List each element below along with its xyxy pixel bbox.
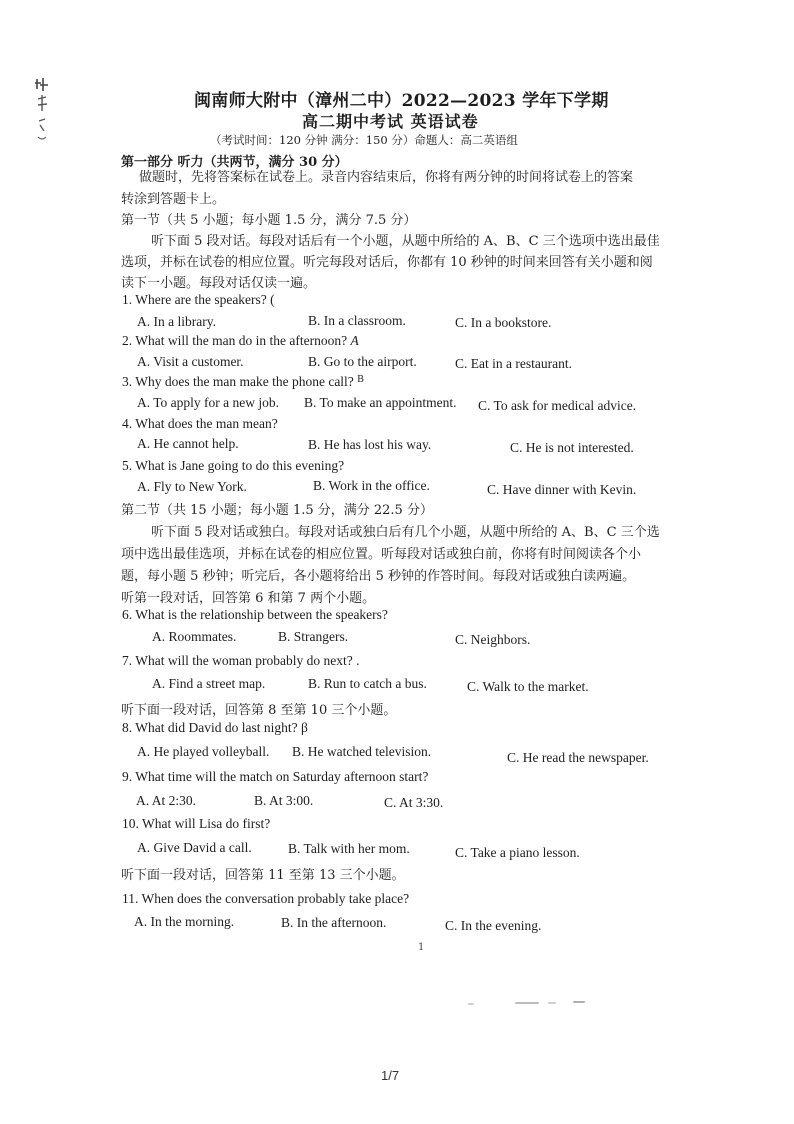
option-b: B. In the afternoon. [281,915,387,930]
part1-intro-line2: 转涂到答题卡上。 [121,192,226,207]
option-c: C. To ask for medical advice. [478,398,637,413]
page-number: 1/7 [381,1068,400,1083]
exam-subtitle: 高二期中考试 英语试卷 [302,112,479,131]
handwritten-note: . [356,653,360,668]
option-c: C. Take a piano lesson. [455,845,580,860]
option-a: A. In a library. [137,314,216,329]
question-stem: 8. What did David do last night? β [122,720,308,735]
option-c: C. Have dinner with Kevin. [487,482,637,497]
option-a: A. Visit a customer. [137,354,244,369]
handwritten-note: B [357,374,364,385]
option-a: A. To apply for a new job. [137,395,280,410]
section1-instr-line2: 选项，并标在试卷的相应位置。听完每段对话后，你都有 10 秒钟的时间来回答有关小题和阅 [121,255,653,270]
option-a: A. Find a street map. [152,676,266,691]
question-stem: 10. What will Lisa do first? [122,816,271,831]
question-stem: 2. What will the man do in the afternoon? A [122,333,359,348]
option-a: A. In the morning. [134,914,235,929]
section2-instr-line2: 项中选出最佳选项，并标在试卷的相应位置。听每段对话或独白前，你将有时间阅读各个小 [121,547,642,562]
option-c: C. Walk to the market. [467,679,589,694]
option-c: C. In the evening. [445,918,542,933]
section2-cue3: 听下面一段对话，回答第 11 至第 13 三个小题。 [121,868,405,883]
question-stem: 6. What is the relationship between the speakers? [122,607,388,622]
option-a: A. Give David a call. [137,840,252,855]
section2-instr-line1: 听下面 5 段对话或独白。每段对话或独白后有几个小题，从题中所给的 A、B、C 三个选 [151,525,660,540]
option-b: B. At 3:00. [254,793,314,808]
exam-meta: （考试时间：120 分钟 满分：150 分）命题人：高二英语组 [210,133,518,147]
option-c: C. Eat in a restaurant. [455,356,572,371]
handwritten-note: ( [270,292,275,307]
scan-smudge [515,1002,539,1004]
scan-smudge [548,1002,556,1004]
question-stem: 9. What time will the match on Saturday afternoon start? [122,769,429,784]
option-a: A. He cannot help. [137,436,239,451]
option-b: B. He watched television. [292,744,432,759]
question-stem: 7. What will the woman probably do next? . [122,653,360,668]
handwritten-note: A [350,333,359,348]
option-b: B. Work in the office. [313,478,430,493]
margin-scribble [34,75,52,145]
handwritten-note: β [300,720,308,735]
section2-cue2: 听下面一段对话，回答第 8 至第 10 三个小题。 [121,703,397,718]
option-b: B. Run to catch a bus. [308,676,427,691]
question-stem: 5. What is Jane going to do this evening? [122,458,345,473]
question-stem: 1. Where are the speakers? ( [122,292,275,307]
part1-heading: 第一部分 听力（共两节，满分 30 分） [121,155,348,170]
option-b: B. Strangers. [278,629,349,644]
option-a: A. Fly to New York. [137,479,247,494]
option-b: B. To make an appointment. [304,395,457,410]
question-stem: 11. When does the conversation probably take place? [122,891,410,906]
option-b: B. Talk with her mom. [288,841,410,856]
section1-heading: 第一节（共 5 小题；每小题 1.5 分，满分 7.5 分） [121,213,417,228]
section1-instr-line3: 读下一小题。每段对话仅读一遍。 [121,276,317,291]
section2-heading: 第二节（共 15 小题；每小题 1.5 分，满分 22.5 分） [121,503,433,518]
option-a: A. He played volleyball. [137,744,270,759]
scan-smudge [573,1001,585,1003]
option-c: C. He is not interested. [510,440,634,455]
option-c: C. Neighbors. [455,632,531,647]
question-stem: 4. What does the man mean? [122,416,278,431]
option-c: C. He read the newspaper. [507,750,649,765]
option-a: A. Roommates. [152,629,237,644]
scan-smudge [468,1003,474,1005]
option-a: A. At 2:30. [136,793,197,808]
option-b: B. He has lost his way. [308,437,432,452]
option-b: B. In a classroom. [308,313,406,328]
section2-instr-line3: 题，每小题 5 秒钟；听完后，各小题将给出 5 秒钟的作答时间。每段对话或独白读两遍。 [121,569,636,584]
question-stem: 3. Why does the man make the phone call? $^B$ [122,374,364,389]
section1-instr-line1: 听下面 5 段对话。每段对话后有一个小题，从题中所给的 A、B、C 三个选项中选出最佳 [151,234,660,249]
exam-title: 闽南师大附中（漳州二中）2022—2023 学年下学期 [194,91,609,111]
option-b: B. Go to the airport. [308,354,417,369]
option-c: C. At 3:30. [384,795,444,810]
option-c: C. In a bookstore. [455,315,552,330]
part1-intro-line1: 做题时，先将答案标在试卷上。录音内容结束后，你将有两分钟的时间将试卷上的答案 [139,170,634,185]
stray-mark: 1 [418,942,425,953]
section2-instr-line4: 听第一段对话，回答第 6 和第 7 两个小题。 [121,591,376,606]
